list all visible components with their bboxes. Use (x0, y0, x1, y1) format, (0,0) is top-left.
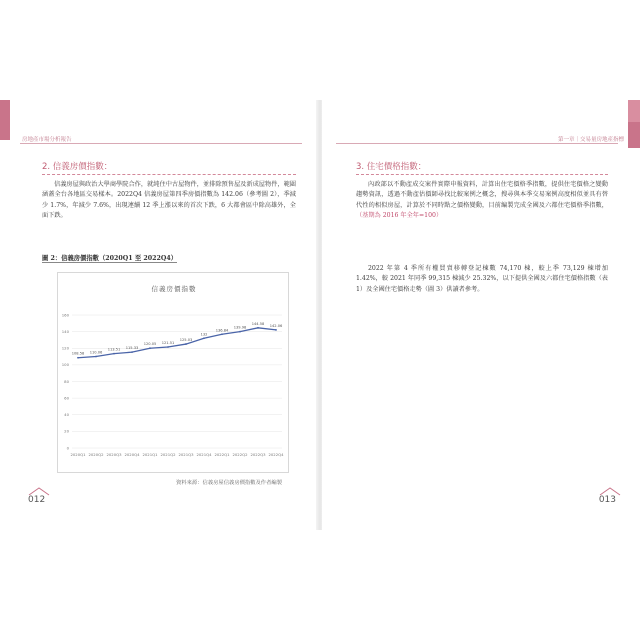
data-label: 113.51 (107, 347, 121, 352)
data-point (167, 346, 169, 348)
data-point (275, 329, 277, 331)
data-label: 136.84 (215, 328, 229, 333)
x-tick-label: 2021Q4 (196, 452, 212, 457)
data-label: 120.05 (143, 342, 157, 347)
left-running-head: 房地產市場分析報告 (22, 137, 72, 143)
right-body-paragraph-1 (356, 180, 608, 222)
x-tick-label: 2020Q4 (124, 452, 140, 457)
book-spread (0, 100, 640, 530)
data-label: 115.33 (125, 346, 139, 351)
left-section-rule (42, 174, 296, 175)
data-point (239, 331, 241, 333)
data-label: 125.03 (179, 338, 193, 343)
data-point (221, 333, 223, 335)
data-label: 108.58 (71, 351, 85, 356)
right-paragraph-1-text: 內政部以不動產成交案件實際申報資料，計算出住宅價格季指數，提供住宅價格之變動趨勢資訊，透過不動產估價師尋找比較案例之概念，搜尋與本季交易案例高度相似並具有替代性的相似房屋，計算於不同時點之價格變動，目前編製完成全國及六都住宅價格季指數， (356, 181, 608, 209)
y-tick-label: 80 (64, 378, 69, 384)
x-tick-label: 2020Q3 (106, 452, 122, 457)
left-page-number (28, 495, 45, 505)
house-roof-icon (599, 486, 621, 496)
right-page-number (599, 495, 616, 505)
figure-source-note: 資料來源：信義房屋信義房價指數及作者編製 (176, 480, 282, 486)
figure-caption: 圖 2：信義房價指數（2020Q1 至 2022Q4） (42, 255, 178, 262)
right-section-title: 3. 住宅價格指數： (356, 162, 427, 172)
data-label: 144.58 (251, 321, 265, 326)
data-point (77, 357, 79, 359)
y-tick-label: 100 (61, 362, 69, 368)
data-point (149, 347, 151, 349)
data-point (185, 343, 187, 345)
right-section-rule (356, 174, 608, 175)
y-tick-label: 120 (61, 345, 69, 351)
right-page (322, 100, 640, 530)
data-label: 142.06 (269, 323, 283, 328)
right-edge-tab-top (628, 100, 640, 122)
y-tick-label: 140 (61, 328, 69, 334)
data-point (95, 356, 97, 358)
x-tick-label: 2022Q1 (214, 452, 230, 457)
data-point (113, 353, 115, 355)
x-tick-label: 2022Q3 (250, 452, 266, 457)
base-period-note: （基期為 2016 年全年=100） (356, 212, 443, 220)
x-tick-label: 2021Q2 (160, 452, 176, 457)
x-tick-label: 2022Q4 (268, 452, 284, 457)
data-point (203, 337, 205, 339)
x-tick-label: 2020Q1 (70, 452, 86, 457)
right-running-head: 第一章｜交易量房地產指標 (557, 137, 624, 143)
y-tick-label: 60 (64, 395, 69, 401)
x-tick-label: 2021Q3 (178, 452, 194, 457)
y-tick-label: 160 (61, 312, 69, 318)
left-page-number-text: 012 (28, 495, 46, 505)
right-edge-tab (628, 122, 640, 148)
data-point (131, 351, 133, 353)
left-page (0, 100, 318, 530)
chart-svg (58, 273, 290, 474)
data-label: 110.06 (89, 350, 103, 355)
data-label: 139.98 (233, 325, 247, 330)
left-body-paragraph: 信義房屋與政治大學商學院合作，就純住中古屋物件，並排除預售屋及新成屋物件，範圍涵蓋全台各地區交易樣本。2022Q4 信義房屋第四季房價指數為 142.06（參考圖 2），季減少 1.7%，年減少 7.6%，出現連續 12 季上漲以來的首次下跌，6 大都會區中除高雄外，全面下跌。 (42, 181, 296, 220)
left-edge-tab (0, 100, 10, 140)
chart-title: 信義房價指數 (151, 285, 197, 293)
data-point (257, 327, 259, 329)
y-tick-label: 40 (64, 412, 69, 418)
house-roof-icon (28, 486, 50, 496)
right-header-rule (336, 143, 618, 144)
data-label: 121.51 (161, 340, 175, 345)
y-tick-label: 0 (66, 445, 69, 451)
x-tick-label: 2022Q2 (232, 452, 248, 457)
x-tick-label: 2020Q2 (88, 452, 104, 457)
left-header-rule (20, 143, 302, 144)
data-label: 132 (200, 332, 208, 337)
left-section-title: 2. 信義房價指數： (42, 162, 113, 172)
y-tick-label: 20 (64, 428, 69, 434)
right-body-paragraph-2: 2022 年第 4 季所有權買賣移轉登記棟數 74,170 棟，較上季 73,129 棟增加 1.42%，較 2021 年同季 99,315 棟減少 25.32%，以下提供全國及六都住宅價格指數（表 1）及全國住宅價格走勢（圖 3）供讀者參考。 (356, 265, 608, 293)
right-page-number-text: 013 (598, 495, 616, 505)
x-tick-label: 2021Q1 (142, 452, 158, 457)
price-index-chart (57, 272, 289, 473)
